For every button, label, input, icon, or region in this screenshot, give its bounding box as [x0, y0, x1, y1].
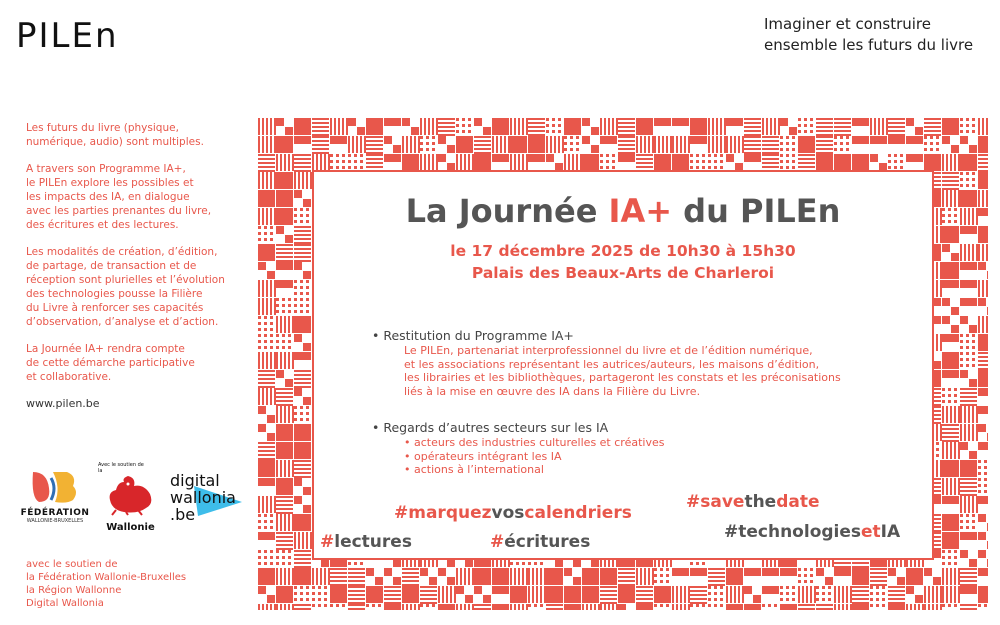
hashtag-ecritures[interactable]: #écritures [490, 532, 591, 552]
event-date: le 17 décembre 2025 de 10h30 à 15h30 [450, 242, 796, 260]
event-date-place [314, 240, 932, 284]
wallonie-logo [98, 462, 163, 533]
intro-paragraph-4: La Journée IA+ rendra compte de cette démarche participative et collaborative. [26, 343, 195, 383]
section-restitution-desc: Le PILEn, partenariat interprofessionnel du livre et de l’édition numérique, et les associations représentant les autrices/auteurs, les maisons d’édition, les librairies et les bibliothèques, partageront les constats et les préconisations liés à la mise en œuvre des IA dans la Filière du Livre. [404, 344, 841, 398]
tagline-line: ensemble les futurs du livre [764, 36, 974, 54]
event-title: La Journée IA+ du PILEn [405, 192, 841, 230]
support-text [26, 558, 186, 610]
tagline-line: Imaginer et construire [764, 15, 931, 33]
digital-label: wallonia [170, 488, 236, 507]
section-regards: • Regards d’autres secteurs sur les IA [372, 420, 609, 435]
tagline [764, 14, 973, 56]
rooster-icon [98, 474, 158, 516]
sponsor-logos [20, 460, 250, 540]
support-line: la Fédération Wallonie-Bruxelles [26, 572, 187, 583]
federation-label: FÉDÉRATION [20, 508, 90, 518]
list-item: • acteurs des industries culturelles et créatives [404, 436, 665, 449]
intro-paragraph-3: Les modalités de création, d’édition, de partage, de transaction et de réception sont plurielles et l’évolution des technologies pousse la Filière du Livre à renforcer ses capacités d’observation, d’analyse et d’action. [26, 246, 225, 328]
hashtag-technologiesetia[interactable]: #technologiesetIA [724, 522, 901, 542]
event-card [312, 170, 934, 560]
hashtag-marquezvoscalendriers[interactable]: #marquezvoscalendriers [394, 503, 632, 523]
intro-text [26, 121, 256, 411]
section-regards-list [404, 436, 664, 477]
hashtag-savethedate[interactable]: #savethedate [686, 492, 820, 512]
pilen-logo[interactable]: PILEn [16, 16, 119, 56]
digital-label: .be [170, 505, 196, 524]
wallonie-caption: la [98, 468, 103, 474]
support-line: la Région Wallonne [26, 585, 122, 596]
digital-label: digital [170, 471, 220, 490]
hashtag-lectures[interactable]: #lectures [320, 532, 412, 552]
support-line: avec le soutien de [26, 559, 118, 570]
website-link[interactable]: www.pilen.be [26, 397, 100, 410]
federation-sublabel: WALLONIE-BRUXELLES [26, 518, 84, 524]
intro-paragraph-2: A travers son Programme IA+, le PILEn explore les possibles et les impacts des IA, en dialogue avec les parties prenantes du livre, des écritures et des lectures. [26, 163, 212, 231]
federation-emblem-icon [29, 468, 81, 506]
section-restitution: • Restitution du Programme IA+ [372, 328, 574, 343]
wallonie-caption: Avec le soutien de [98, 462, 144, 468]
federation-logo [20, 460, 90, 524]
intro-paragraph-1: Les futurs du livre (physique, numérique, audio) sont multiples. [26, 122, 204, 148]
wallonie-label: Wallonie [106, 522, 155, 533]
list-item: • opérateurs intégrant les IA [404, 449, 562, 463]
event-place: Palais des Beaux-Arts de Charleroi [471, 264, 775, 282]
support-line: Digital Wallonia [26, 598, 104, 609]
digital-wallonia-logo [170, 472, 236, 523]
list-item: • actions à l’international [404, 463, 544, 476]
